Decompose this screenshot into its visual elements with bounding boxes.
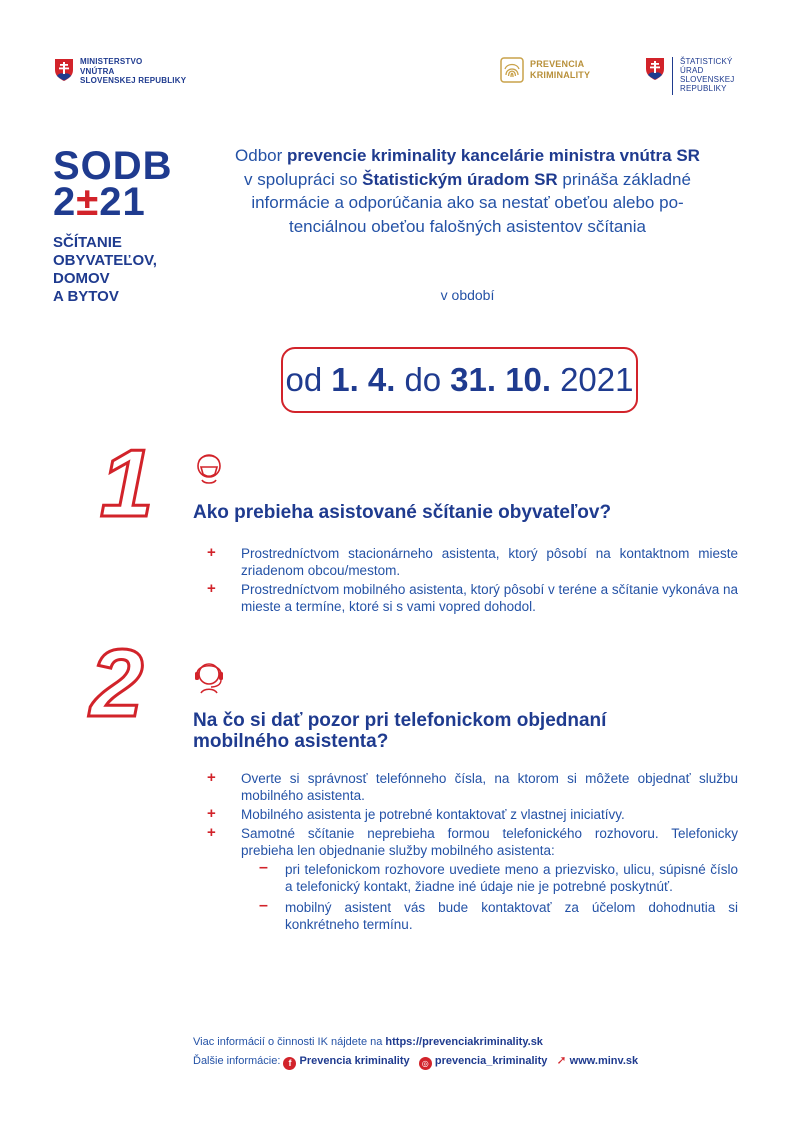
- slovak-crest-icon: [54, 58, 74, 82]
- instagram-icon: ◎: [419, 1057, 432, 1070]
- ministry-line-3: SLOVENSKEJ REPUBLIKY: [80, 76, 187, 85]
- statistics-line-4: REPUBLIKY: [680, 84, 727, 93]
- plus-bullet-icon: +: [207, 580, 216, 597]
- list-item: + Prostredníctvom mobilného asistenta, ktorý pôsobí v teréne a sčítanie vykonáva na mieste a termíne, ktoré si s vami vopred dohodol.: [207, 580, 738, 614]
- section-2-title-line-1: Na čo si dať pozor pri telefonickom objednaní: [193, 710, 607, 731]
- footer-line-1: Viac informácií o činnosti IK nájdete na https://prevenciakriminality.sk: [193, 1036, 543, 1048]
- fingerprint-icon: [500, 57, 524, 83]
- plus-bullet-icon: +: [207, 544, 216, 561]
- dash-bullet-icon: –: [259, 897, 268, 914]
- period-label: v období: [440, 287, 495, 303]
- date-from-word: od: [285, 361, 323, 398]
- section-2-title: [193, 710, 606, 752]
- plus-bullet-icon: +: [207, 769, 216, 786]
- list-item: + Mobilného asistenta je potrebné kontaktovať z vlastnej iniciatívy.: [207, 805, 625, 822]
- prevention-line-2: KRIMINALITY: [530, 70, 591, 80]
- prevention-line-1: PREVENCIA: [530, 59, 585, 69]
- sub-list-item: – mobilný asistent vás bude kontaktovať za účelom dohodnutia si konkrétneho termínu.: [259, 897, 738, 932]
- plus-bullet-icon: +: [207, 805, 216, 822]
- sodb-logo: [53, 144, 173, 306]
- date-year: 2021: [560, 361, 634, 398]
- ministry-line-1: MINISTERSTVO: [80, 57, 143, 66]
- headset-icon: [192, 657, 226, 697]
- logo-divider: [672, 57, 673, 95]
- list-item: + Prostredníctvom stacionárneho asistenta, ktorý pôsobí na kontaktnom mieste zriadenom obcou/mestom.: [207, 544, 738, 578]
- web-link[interactable]: www.minv.sk: [569, 1055, 639, 1067]
- date-start: 1. 4.: [331, 361, 396, 398]
- section-2-list: [207, 770, 738, 937]
- sodb-sub-3: DOMOV: [53, 270, 110, 287]
- section-2-number: 2: [90, 630, 144, 737]
- footer: [193, 1033, 753, 1070]
- statistics-line-2: ÚRAD: [680, 66, 704, 75]
- cursor-icon: ➚: [556, 1053, 567, 1067]
- section-2-title-line-2: mobilného asistenta?: [193, 731, 389, 752]
- sodb-sub-1: SČÍTANIE: [53, 234, 122, 251]
- statistics-line-3: SLOVENSKEJ: [680, 75, 735, 84]
- facebook-icon: f: [283, 1057, 296, 1070]
- intro-line-3: informácie a odporúčania ako sa nestať obeťou alebo po-: [251, 193, 684, 212]
- facebook-link[interactable]: Prevencia kriminality: [299, 1055, 410, 1067]
- instagram-link[interactable]: prevencia_kriminality: [434, 1055, 548, 1067]
- date-end: 31. 10.: [450, 361, 552, 398]
- list-item: + Overte si správnosť telefónneho čísla, na ktorom si môžete objednať službu mobilného asistenta.: [207, 769, 738, 803]
- prevention-logo: [500, 57, 590, 83]
- slovak-crest-icon: [645, 57, 665, 81]
- list-item: + Samotné sčítanie neprebieha formou telefonického rozhovoru. Telefonicky prebieha len objednanie služby mobilného asistenta: – pri telefonickom rozhovore uvediete meno a priezvisko, ulicu, súpisné číslo a telefonický kontakt, žiadne iné údaje nie je potrebné poskytnúť. – mobilný asistent vás bude kontaktovať za účelom dohodnutia si konkrétneho termínu.: [207, 824, 738, 932]
- intro-line-2: v spolupráci so Štatistickým úradom SR prináša základné: [244, 169, 691, 189]
- sodb-title: SODB: [53, 144, 173, 188]
- section-1-title: Ako prebieha asistované sčítanie obyvateľov?: [193, 502, 612, 523]
- intro-paragraph: [195, 144, 740, 238]
- section-1-list: [207, 545, 738, 617]
- ministry-logo: [54, 58, 186, 86]
- dash-bullet-icon: –: [259, 859, 268, 876]
- statistics-line-1: ŠTATISTICKÝ: [680, 57, 733, 66]
- sub-list-item: – pri telefonickom rozhovore uvediete meno a priezvisko, ulicu, súpisné číslo a telefonický kontakt, žiadne iné údaje nie je potrebné poskytnúť.: [259, 859, 738, 894]
- sodb-year: 2±21: [53, 180, 146, 224]
- statistics-logo: [645, 57, 734, 95]
- website-link[interactable]: https://prevenciakriminality.sk: [385, 1036, 543, 1048]
- sodb-sub-2: OBYVATEĽOV,: [53, 252, 157, 269]
- sodb-sub-4: A BYTOV: [53, 288, 119, 305]
- footer-line-2: Ďalšie informácie: f Prevencia kriminality ◎ prevencia_kriminality ➚ www.minv.sk: [193, 1053, 639, 1068]
- intro-line-1: Odbor prevencie kriminality kancelárie ministra vnútra SR: [235, 146, 700, 165]
- section-1-number: 1: [100, 430, 154, 537]
- intro-line-4: tenciálnou obeťou falošných asistentov sčítania: [289, 216, 646, 236]
- date-range-box: [281, 347, 638, 413]
- ministry-line-2: VNÚTRA: [80, 66, 115, 76]
- sub-list: [259, 861, 738, 933]
- face-mask-icon: [192, 450, 226, 486]
- date-to-word: do: [404, 361, 442, 398]
- plus-bullet-icon: +: [207, 824, 216, 841]
